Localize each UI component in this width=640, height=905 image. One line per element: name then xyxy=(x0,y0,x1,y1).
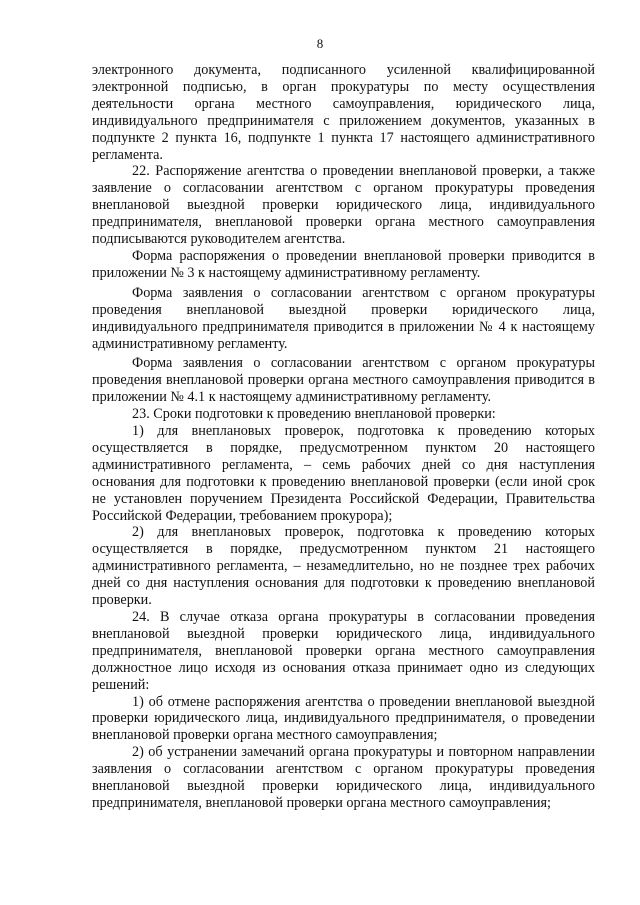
paragraph-22: 22. Распоряжение агентства о проведении внеплановой проверки, а также заявление о согласовании агентством с органом прокуратуры проведения внеплановой выездной проверки юридического лица, индивидуального предпринимателя, внеплановой проверки органа местного самоуправления подписываются руководителем агентства. xyxy=(92,163,595,248)
paragraph-24: 24. В случае отказа органа прокуратуры в согласовании проведения внеплановой выездной проверки юридического лица, индивидуального предпринимателя, внеплановой проверки органа местного самоуправления должностное лицо исходя из основания отказа принимает одно из следующих решений: xyxy=(92,609,595,693)
paragraph-23: 23. Сроки подготовки к проведению внеплановой проверки: xyxy=(132,406,496,423)
paragraph-form-application: Форма заявления о согласовании агентством с органом прокуратуры проведения внеплановой выездной проверки юридического лица, индивидуального предпринимателя приводится в приложении № 4 к настоящему административному регламенту. xyxy=(92,284,595,352)
paragraph-form-application-municipal: Форма заявления о согласовании агентством с органом прокуратуры проведения внеплановой проверки органа местного самоуправления приводится в приложении № 4.1 к настоящему административному регламенту. xyxy=(92,355,595,406)
document-body xyxy=(92,62,595,812)
paragraph-23-item-1: 1) для внеплановых проверок, подготовка к проведению которых осуществляется в порядке, предусмотренном пунктом 20 настоящего административного регламента, – семь рабочих дней со дня наступления основания для подготовки к проведению внеплановой проверки (если иной срок не установлен поручением Президента Российской Федерации, Правительства Российской Федерации, требованием прокурора); xyxy=(92,423,595,524)
page-number: 8 xyxy=(316,36,324,51)
paragraph-23-item-2: 2) для внеплановых проверок, подготовка к проведению которых осуществляется в порядке, предусмотренном пунктом 21 настоящего административного регламента, – незамедлительно, но не позднее трех рабочих дней со дня наступления основания для подготовки к проведению внеплановой проверки. xyxy=(92,524,595,609)
paragraph-continuation: электронного документа, подписанного усиленной квалифицированной электронной подписью, в орган прокуратуры по месту осуществления деятельности органа местного самоуправления, юридического лица, индивидуального предпринимателя с приложением документов, указанных в подпункте 2 пункта 16, подпункте 1 пункта 17 настоящего административного регламента. xyxy=(92,62,595,163)
paragraph-24-item-1: 1) об отмене распоряжения агентства о проведении внеплановой выездной проверки юридического лица, индивидуального предпринимателя, о проведении внеплановой проверки органа местного самоуправления; xyxy=(92,693,595,744)
paragraph-form-order: Форма распоряжения о проведении внеплановой проверки приводится в приложении № 3 к настоящему административному регламенту. xyxy=(92,247,595,281)
paragraph-24-item-2: 2) об устранении замечаний органа прокуратуры и повторном направлении заявления о согласовании агентством с органом прокуратуры проведения внеплановой выездной проверки юридического лица, индивидуального предпринимателя, внеплановой проверки органа местного самоуправления; xyxy=(92,744,595,811)
